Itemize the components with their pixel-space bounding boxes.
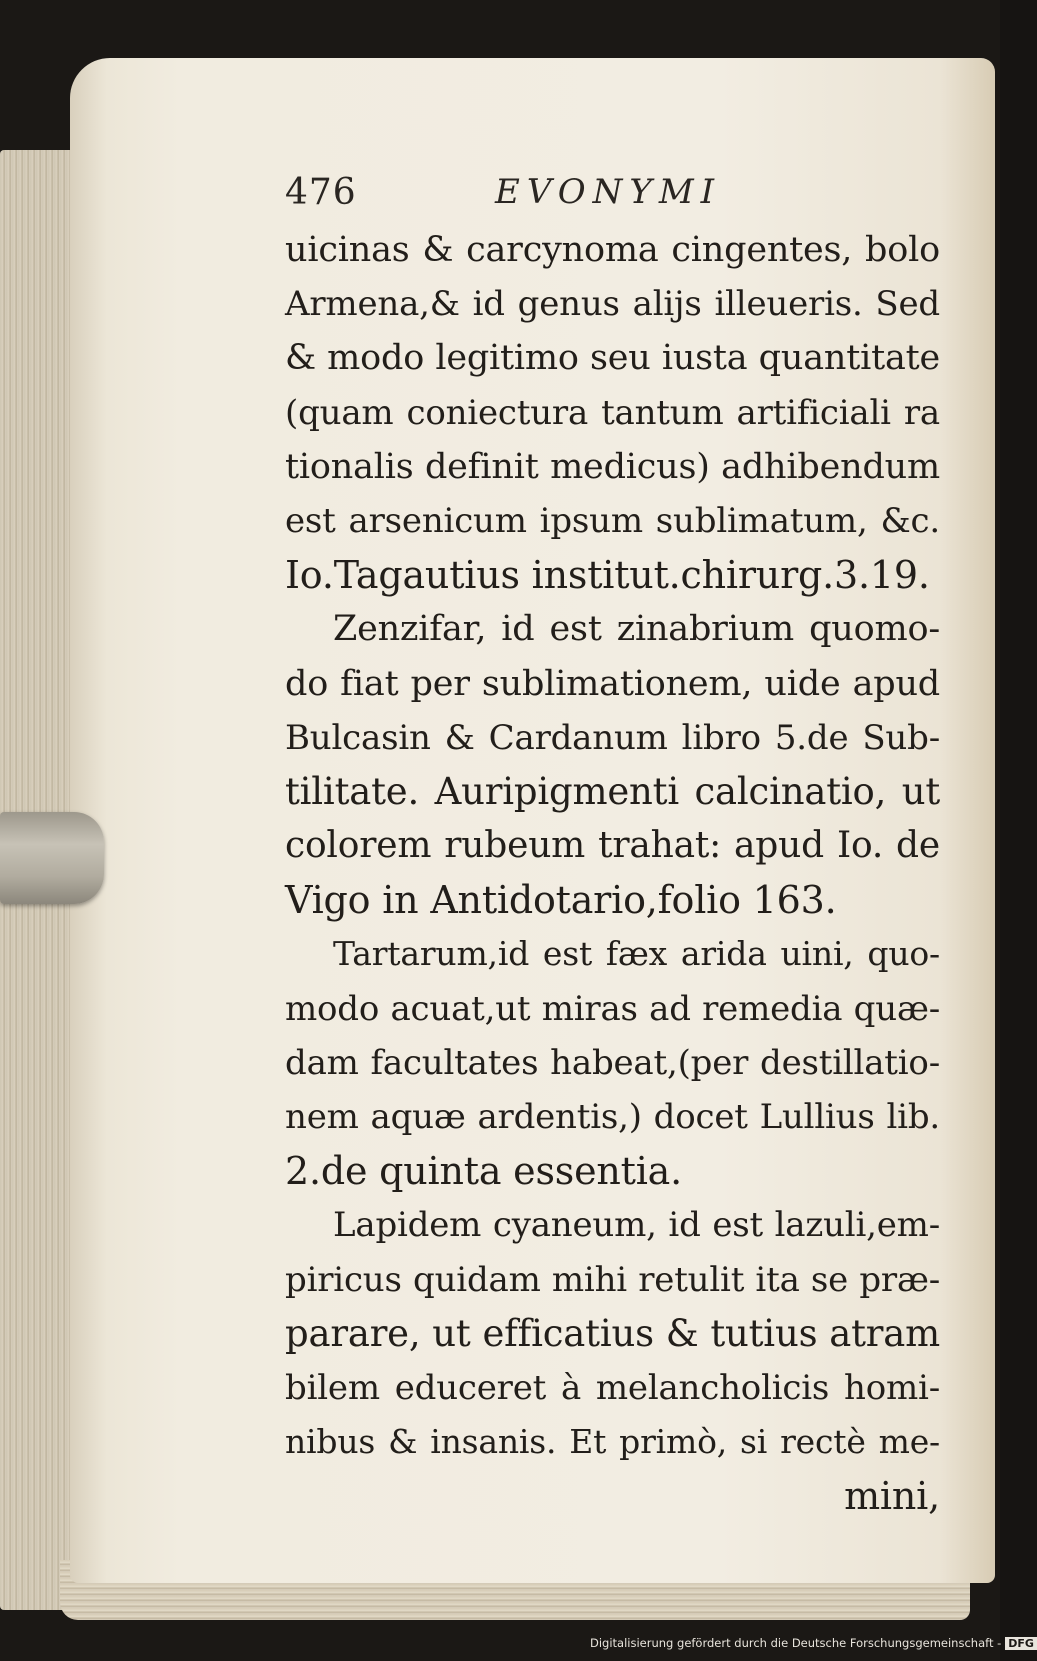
text-line: dam facultates habeat,(per destillatio- [285, 1042, 940, 1083]
text-line: Tartarum,id est fæx arida uini, quo- [333, 934, 940, 974]
text-line: Vigo in Antidotario,folio 163. [285, 878, 837, 923]
text-line: colorem rubeum trahat: apud Io. de [285, 825, 940, 867]
dfg-logo: DFG [1005, 1637, 1037, 1650]
text-line: (quam coniectura tantum artificiali ra [285, 392, 940, 433]
text-line: Zenzifar, id est zinabrium quomo- [333, 609, 940, 650]
text-line: Bulcasin & Cardanum libro 5.de Sub- [285, 717, 940, 758]
text-line: nem aquæ ardentis,) docet Lullius lib. [285, 1097, 940, 1137]
text-line: bilem educeret à melancholicis homi- [285, 1367, 940, 1408]
text-line: 2.de quinta essentia. [285, 1149, 682, 1194]
catchword: mini, [844, 1474, 940, 1519]
text-line: uicinas & carcynoma cingentes, bolo [285, 230, 940, 270]
text-line: Lapidem cyaneum, id est lazuli,em- [333, 1205, 940, 1246]
credit-text: Digitalisierung gefördert durch die Deutsche Forschungsgemeinschaft - [590, 1636, 1002, 1650]
page-header [285, 172, 905, 220]
text-line: Io.Tagautius institut.chirurg.3.19. [285, 553, 930, 598]
text-line: do fiat per sublimationem, uide apud [285, 663, 940, 704]
text-line: tilitate. Auripigmenti calcinatio, ut [285, 769, 940, 813]
text-line: tionalis definit medicus) adhibendum [285, 446, 940, 487]
text-line: & modo legitimo seu iusta quantitate [285, 338, 940, 379]
page-number: 476 [285, 172, 357, 213]
text-line: modo acuat,ut miras ad remedia quæ- [285, 988, 940, 1029]
text-line: piricus quidam mihi retulit ita se præ- [285, 1259, 940, 1300]
text-line: est arsenicum ipsum sublimatum, &c. [285, 500, 940, 541]
digitization-credit [590, 1636, 1034, 1656]
text-line: nibus & insanis. Et primò, si rectè me- [285, 1422, 940, 1462]
running-title: EVONYMI [495, 172, 722, 212]
text-line: Armena,& id genus alijs illeueris. Sed [285, 284, 940, 325]
text-line: parare, ut efficatius & tutius atram [285, 1311, 940, 1355]
body-text [285, 223, 940, 1524]
bookmark-ribbon [0, 812, 104, 904]
